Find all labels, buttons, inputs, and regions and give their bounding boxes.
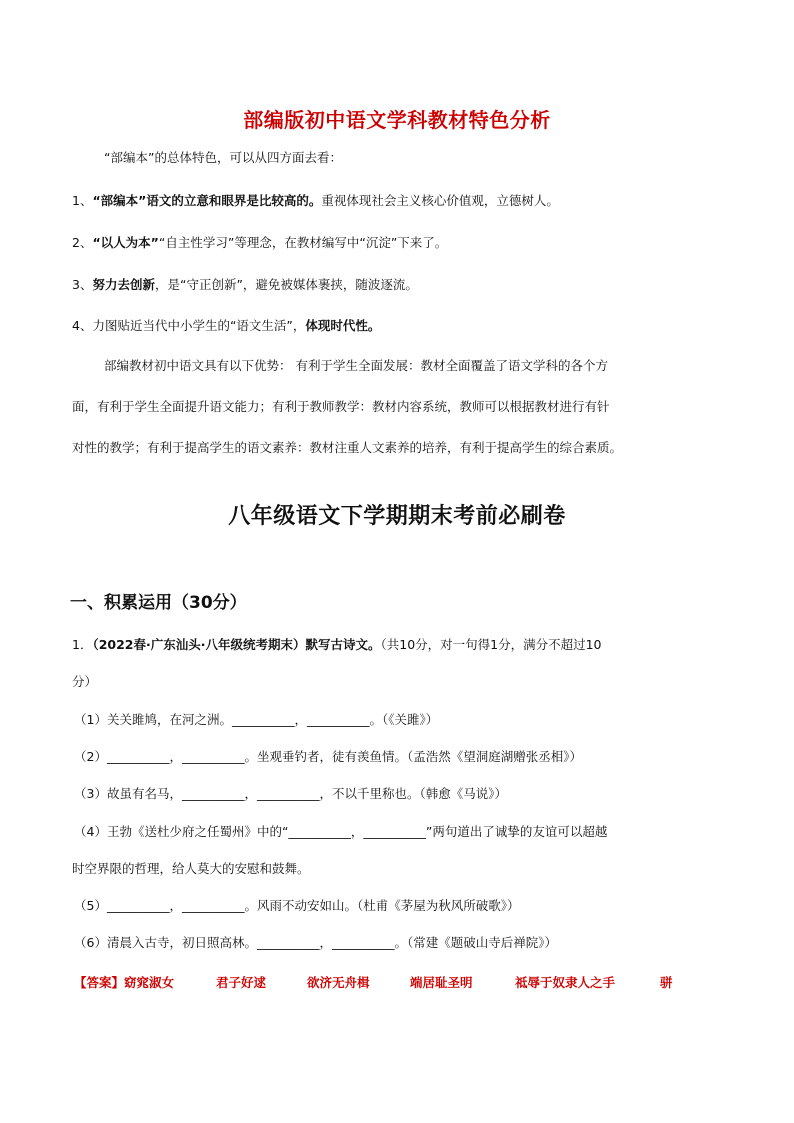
intro-point-2 bbox=[72, 235, 447, 251]
question-number: 1． bbox=[72, 637, 93, 652]
advantages-line-1: 部编教材初中语文具有以下优势： 有利于学生全面发展：教材全面覆盖了语文学科的各个方 bbox=[104, 358, 608, 373]
advantages-line-2: 面，有利于学生全面提升语文能力；有利于教师教学：教材内容系统，教师可以根据教材进行有针 bbox=[72, 399, 610, 414]
question-1-line-2: 分） bbox=[72, 674, 98, 689]
question-instructions: （共10分，对一句得1分，满分不超过10 bbox=[380, 637, 602, 652]
point-text: 力图贴近当代中小学生的“语文生活”， bbox=[92, 318, 306, 333]
point-number: 3、 bbox=[72, 277, 93, 292]
point-number: 1、 bbox=[72, 193, 93, 208]
answer-part: 祗辱于奴隶人之手 bbox=[515, 975, 616, 990]
point-bold: 努力去创新 bbox=[92, 277, 155, 292]
advantages-line-3: 对性的教学；有利于提高学生的语文素养：教材注重人文素养的培养，有利于提高学生的综合素质。 bbox=[72, 440, 623, 455]
point-bold: “以人为本” bbox=[92, 235, 159, 250]
intro-lead: “部编本”的总体特色，可以从四方面去看： bbox=[104, 150, 342, 165]
intro-point-1 bbox=[72, 193, 559, 209]
question-item-4: （4）王勃《送杜少府之任蜀州》中的“__________，__________”两句道出了诚挚的友谊可以超越 bbox=[74, 824, 608, 839]
answer-part: 君子好逑 bbox=[216, 975, 267, 990]
point-number: 4、 bbox=[72, 318, 93, 333]
question-source: （2022春·广东汕头·八年级统考期末）默写古诗文。 bbox=[92, 637, 381, 652]
answer-part: 欲济无舟楫 bbox=[307, 975, 370, 990]
exam-title: 八年级语文下学期期末考前必刷卷 bbox=[228, 504, 566, 529]
point-text: “自主性学习”等理念，在教材编写中“沉淀”下来了。 bbox=[158, 235, 448, 250]
answer-label: 【答案】窈窕淑女 bbox=[74, 975, 175, 990]
answer-part: 端居耻圣明 bbox=[410, 975, 473, 990]
point-text: 重视体现社会主义核心价值观，立德树人。 bbox=[321, 193, 559, 208]
point-text: ，是“守正创新”，避免被媒体裹挟，随波逐流。 bbox=[154, 277, 418, 292]
question-item-4-cont: 时空界限的哲理，给人莫大的安慰和鼓舞。 bbox=[72, 861, 310, 876]
answer-part: 骈 bbox=[660, 975, 673, 990]
intro-title: 部编版初中语文学科教材特色分析 bbox=[243, 108, 551, 132]
question-item-3: （3）故虽有名马，__________，__________，不以千里称也。（韩愈《马说》） bbox=[74, 786, 507, 801]
question-item-1: （1）关关雎鸠，在河之洲。__________，__________。（《关雎》） bbox=[74, 712, 439, 727]
point-number: 2、 bbox=[72, 235, 93, 250]
question-1-line-1 bbox=[72, 637, 602, 653]
point-bold: 体现时代性。 bbox=[305, 318, 381, 333]
intro-point-4 bbox=[72, 318, 380, 334]
question-item-6: （6）清晨入古寺，初日照高林。__________，__________。（常建《题破山寺后禅院》） bbox=[74, 935, 557, 950]
question-item-2: （2）__________，__________。坐观垂钓者，徒有羡鱼情。（孟浩然《望洞庭湖赠张丞相》） bbox=[74, 749, 582, 764]
section-heading: 一、积累运用（30分） bbox=[70, 593, 247, 613]
intro-point-3 bbox=[72, 277, 418, 293]
question-item-5: （5）__________，__________。风雨不动安如山。（杜甫《茅屋为秋风所破歌》） bbox=[74, 898, 520, 913]
point-bold: “部编本”语文的立意和眼界是比较高的。 bbox=[92, 193, 322, 208]
